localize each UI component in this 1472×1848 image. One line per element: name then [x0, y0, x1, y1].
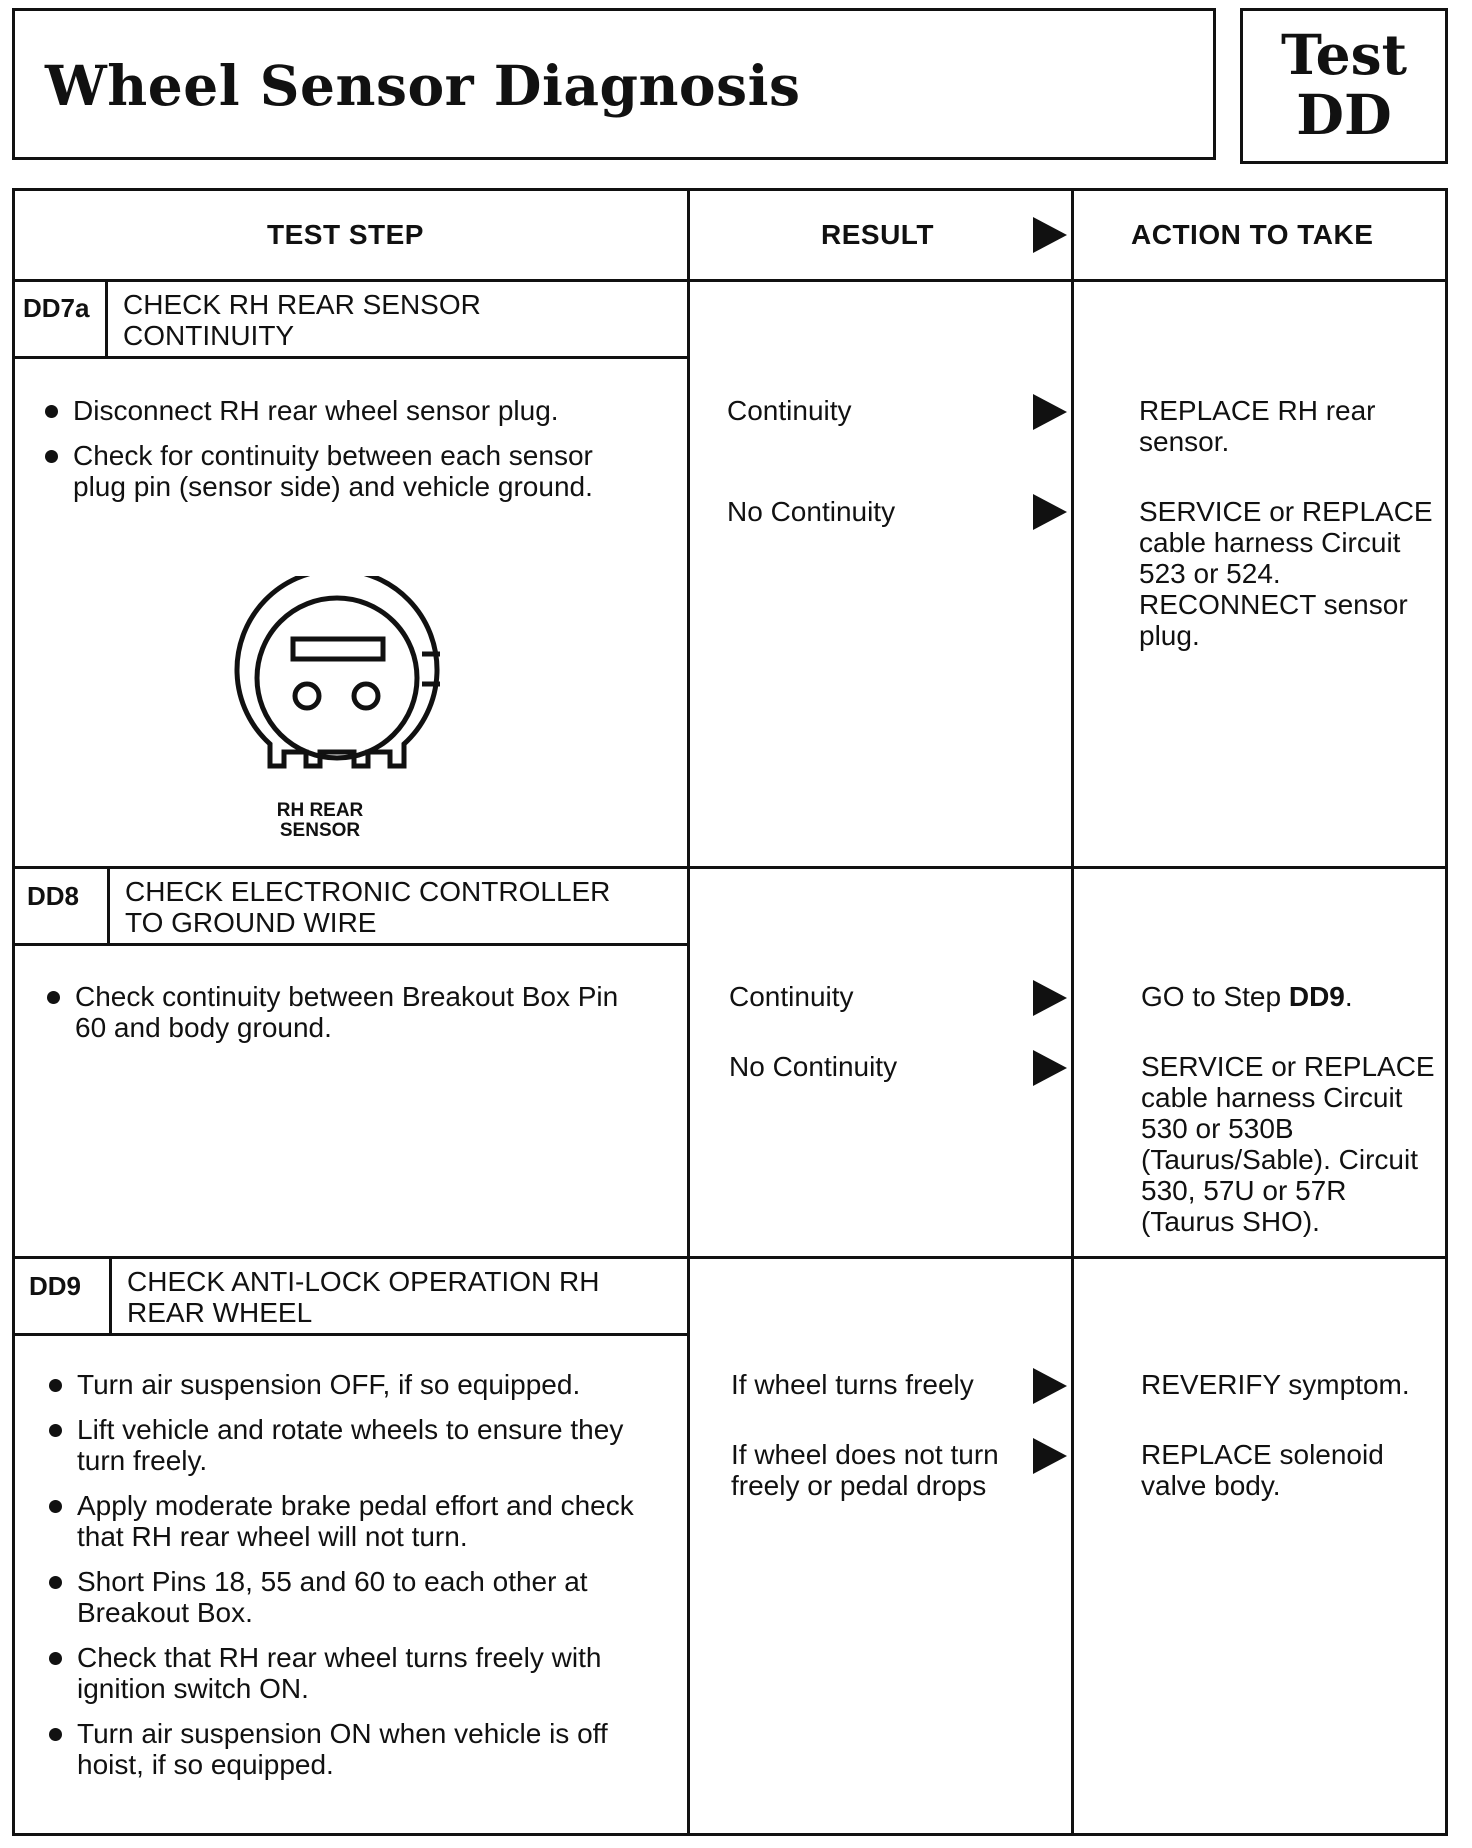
instruction-item: Disconnect RH rear wheel sensor plug.: [43, 395, 653, 426]
result-text: Continuity: [727, 395, 852, 426]
step-id-divider: [109, 1256, 112, 1334]
header-action: ACTION TO TAKE: [1131, 219, 1374, 250]
column-divider-2: [1071, 191, 1074, 1833]
step-id: DD7a: [23, 293, 90, 323]
instruction-item: Check that RH rear wheel turns freely with ignition switch ON.: [47, 1642, 657, 1704]
result-arrow-icon: [1033, 394, 1067, 430]
result-arrow-icon: [1033, 1050, 1067, 1086]
action-step-ref: DD9: [1288, 981, 1345, 1012]
sensor-caption: RH REAR SENSOR: [276, 800, 364, 841]
result-arrow-icon: [1033, 1438, 1067, 1474]
sensor-connector-diagram: [210, 576, 440, 796]
instruction-item: Turn air suspension ON when vehicle is off hoist, if so equipped.: [47, 1718, 657, 1780]
action-text: REPLACE solenoid valve body.: [1141, 1439, 1384, 1501]
instruction-item: Apply moderate brake pedal effort and check that RH rear wheel will not turn.: [47, 1490, 657, 1552]
test-label-line1: Test: [1281, 22, 1407, 87]
action-text: SERVICE or REPLACE cable harness Circuit 530 or 530B (Taurus/Sable). Circuit 530, 57U or 57R (Taurus SHO).: [1141, 1051, 1435, 1237]
action-text: SERVICE or REPLACE cable harness Circuit 523 or 524. RECONNECT sensor plug.: [1139, 496, 1433, 651]
instruction-item: Short Pins 18, 55 and 60 to each other at Breakout Box.: [47, 1566, 657, 1628]
title-box: [12, 8, 1216, 160]
diagnosis-table: [12, 188, 1448, 1836]
instruction-item: Check for continuity between each sensor plug pin (sensor side) and vehicle ground.: [43, 440, 653, 502]
result-text: Continuity: [729, 981, 854, 1012]
action-text: [1141, 981, 1441, 1012]
instruction-item: Lift vehicle and rotate wheels to ensure they turn freely.: [47, 1414, 657, 1476]
result-arrow-icon: [1033, 1368, 1067, 1404]
header-test-step: TEST STEP: [267, 219, 424, 250]
test-label-box: [1240, 8, 1448, 164]
action-text: REVERIFY symptom.: [1141, 1369, 1410, 1400]
test-label-line2: DD: [1296, 82, 1392, 147]
result-text: If wheel turns freely: [731, 1369, 974, 1400]
step-title: CHECK ANTI-LOCK OPERATION RH REAR WHEEL: [127, 1266, 600, 1328]
page-title: Wheel Sensor Diagnosis: [45, 53, 801, 118]
instruction-item: Check continuity between Breakout Box Pin 60 and body ground.: [45, 981, 645, 1043]
step-id: DD9: [29, 1271, 82, 1301]
step-title: CHECK RH REAR SENSOR CONTINUITY: [123, 289, 481, 351]
column-divider-1: [687, 191, 690, 1833]
step-title: CHECK ELECTRONIC CONTROLLER TO GROUND WIRE: [125, 876, 611, 938]
result-text: If wheel does not turn freely or pedal drops: [731, 1439, 999, 1501]
result-text: No Continuity: [727, 496, 896, 527]
instruction-list-dd8: [45, 981, 645, 1057]
result-arrow-icon: [1033, 980, 1067, 1016]
header-result: RESULT: [821, 219, 934, 250]
instruction-list-dd9: [47, 1369, 657, 1794]
step-id-divider: [105, 279, 108, 357]
step-id-divider: [107, 866, 110, 944]
instruction-list-dd7a: [43, 395, 653, 516]
header-arrow-icon: [1033, 217, 1067, 253]
result-arrow-icon: [1033, 494, 1067, 530]
result-text: No Continuity: [729, 1051, 898, 1082]
action-suffix: .: [1344, 981, 1353, 1012]
step-id: DD8: [27, 881, 80, 911]
action-prefix: GO to Step: [1141, 981, 1289, 1012]
instruction-item: Turn air suspension OFF, if so equipped.: [47, 1369, 657, 1400]
action-text: REPLACE RH rear sensor.: [1139, 395, 1376, 457]
